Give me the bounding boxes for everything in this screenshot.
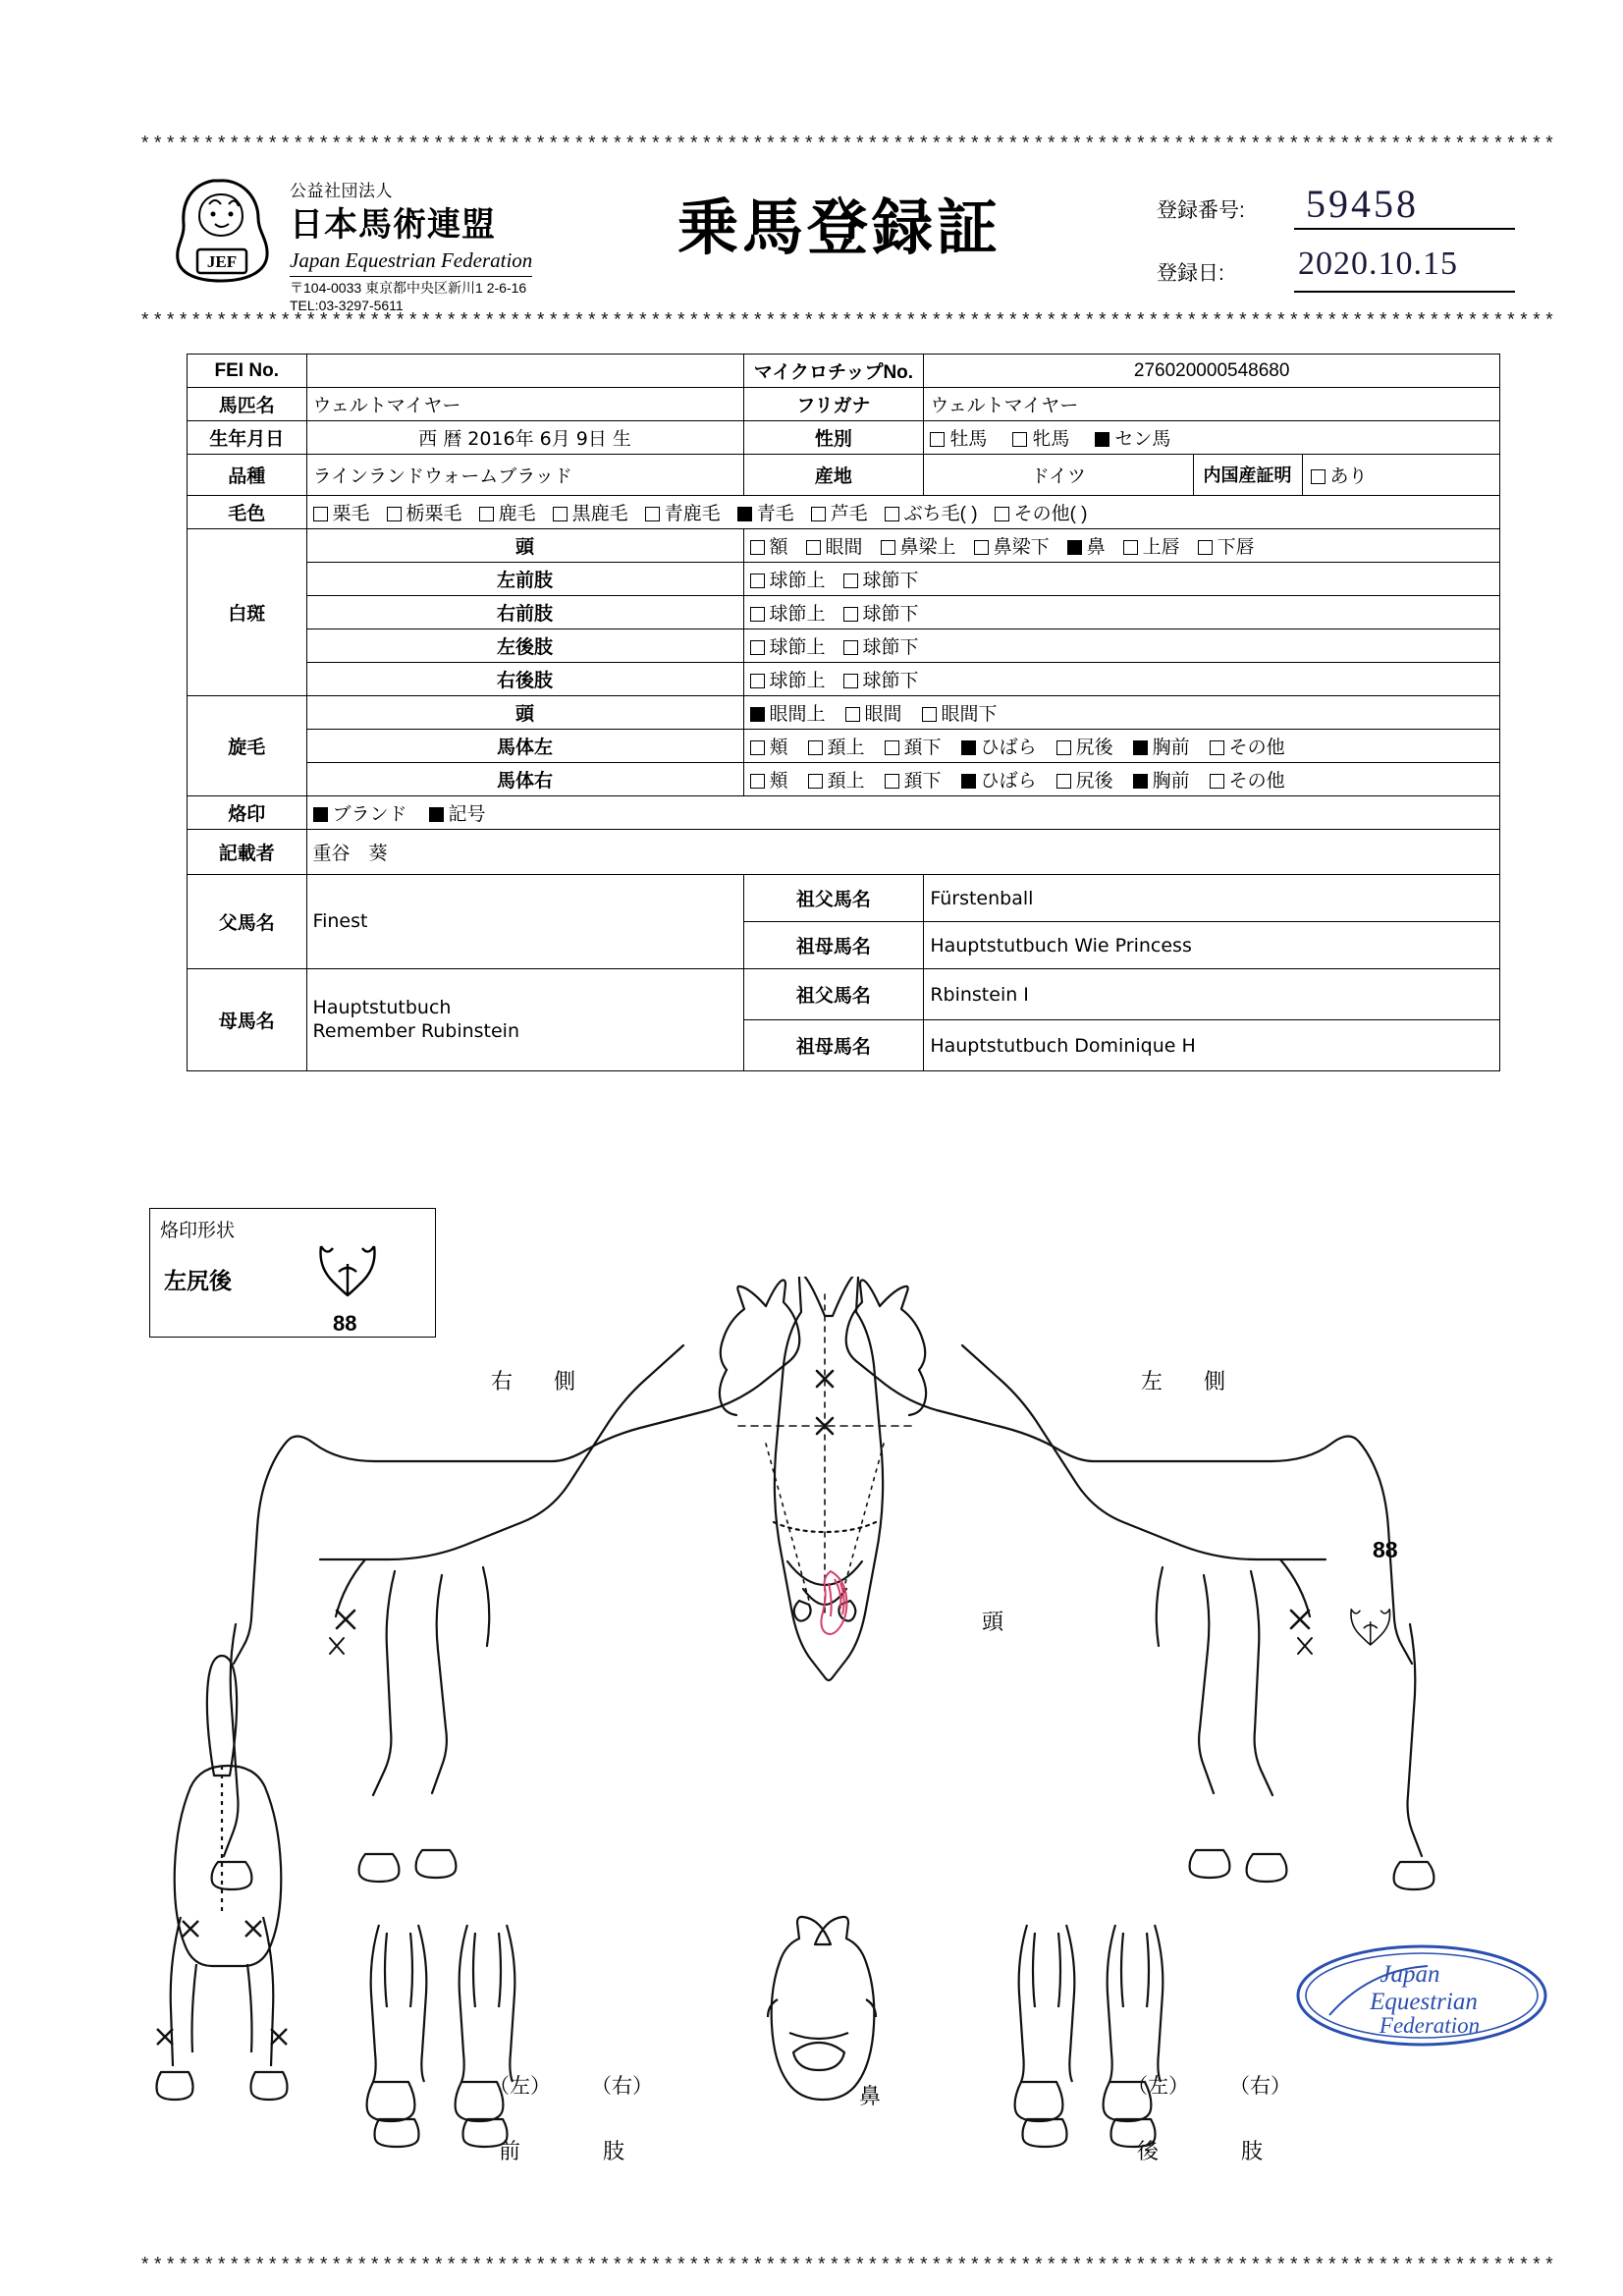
white-options-1: [743, 563, 1499, 596]
coat-option-6[interactable]: [811, 499, 868, 525]
header-divider-bottom: ***************************************************************************************************************: [139, 310, 1557, 324]
coat-option-2-checkbox[interactable]: [479, 507, 494, 521]
diagram-brand-number: 88: [1373, 1537, 1398, 1562]
registration-number-label: 登録番号:: [1157, 199, 1245, 222]
table-row-white-0: [188, 529, 1500, 563]
white-2-option-0-checkbox[interactable]: [750, 607, 765, 622]
white-options-2: [743, 596, 1499, 629]
whorl-2-option-3-label: ひばら: [980, 771, 1037, 792]
brand-number: 88: [333, 1311, 357, 1336]
hind-limb-label-b: 肢: [1241, 2139, 1264, 2163]
whorl-2-option-2[interactable]: [885, 766, 942, 793]
whorl-0-option-2-checkbox[interactable]: [922, 707, 937, 722]
table-row-horsename: [188, 388, 1500, 421]
jef-logo: [172, 177, 275, 285]
hind-left-label: （左）: [1127, 2075, 1189, 2098]
whorl-options-1: [743, 730, 1499, 763]
brand-position-label: 左尻後: [164, 1268, 232, 1293]
whorl-1-option-3-label: ひばら: [980, 738, 1037, 758]
sex-option-1[interactable]: [1012, 424, 1069, 451]
jef-official-stamp: [1294, 1942, 1549, 2049]
sire-grandsire-label: 祖父馬名: [743, 875, 924, 922]
sex-option-0[interactable]: [930, 424, 987, 451]
brand-option-1-checkbox[interactable]: [429, 807, 444, 822]
origin-label: 産地: [743, 455, 924, 496]
white-3-option-0[interactable]: [750, 632, 826, 659]
white-options-3: [743, 629, 1499, 663]
coat-option-6-label: 芦毛: [830, 504, 868, 524]
sex-option-2-label: セン馬: [1114, 429, 1171, 450]
registration-date-underline: [1294, 291, 1515, 293]
birth-label: 生年月日: [188, 421, 307, 455]
dam-value-line2: Remember Rubinstein: [312, 1019, 520, 1042]
microchip-label: マイクロチップNo.: [743, 355, 924, 388]
white-2-option-1[interactable]: [843, 599, 919, 626]
sex-option-1-checkbox[interactable]: [1012, 432, 1027, 447]
whorl-2-option-2-checkbox[interactable]: [885, 774, 899, 789]
org-kouen-label: 公益社団法人: [290, 182, 393, 200]
white-part-3: 左後肢: [306, 629, 743, 663]
whorl-1-option-5[interactable]: [1133, 733, 1190, 759]
white-0-option-6-label: 下唇: [1217, 537, 1255, 558]
whorl-2-option-1-checkbox[interactable]: [808, 774, 823, 789]
white-4-option-0-label: 球節上: [769, 671, 826, 691]
origin-value: ドイツ: [924, 455, 1193, 496]
whorl-1-option-0-label: 頬: [769, 738, 788, 758]
dam-grandsire-label: 祖父馬名: [743, 969, 924, 1020]
table-row-fei: [188, 355, 1500, 388]
table-row-whorl-1: [188, 730, 1500, 763]
white-1-option-1[interactable]: [843, 566, 919, 592]
whorl-part-0: 頭: [306, 696, 743, 730]
horse-details-table: [187, 354, 1500, 1071]
whorl-2-option-4-checkbox[interactable]: [1056, 774, 1071, 789]
whorl-1-option-2-checkbox[interactable]: [885, 740, 899, 755]
white-0-option-1-checkbox[interactable]: [806, 540, 821, 555]
dam-granddam-value: Hauptstutbuch Dominique H: [924, 1020, 1500, 1071]
white-1-option-0-label: 球節上: [769, 571, 826, 591]
table-row-whorl-2: [188, 763, 1500, 796]
white-1-option-1-label: 球節下: [862, 571, 919, 591]
whorl-0-option-1[interactable]: [845, 699, 902, 726]
coat-option-5-checkbox[interactable]: [737, 507, 752, 521]
whorl-1-option-1[interactable]: [808, 733, 865, 759]
whorl-label: 旋毛: [188, 696, 307, 796]
breed-value: ラインランドウォームブラッド: [306, 455, 743, 496]
footer-divider: ***************************************************************************************************************: [139, 2255, 1557, 2269]
whorl-2-option-0[interactable]: [750, 766, 788, 793]
white-2-option-1-checkbox[interactable]: [843, 607, 858, 622]
sex-label: 性別: [743, 421, 924, 455]
sex-option-0-checkbox[interactable]: [930, 432, 945, 447]
whorl-0-option-0-checkbox[interactable]: [750, 707, 765, 722]
coat-option-5-label: 青毛: [756, 504, 794, 524]
coat-option-4-checkbox[interactable]: [645, 507, 660, 521]
white-options-4: [743, 663, 1499, 696]
whorl-1-option-4[interactable]: [1056, 733, 1113, 759]
whorl-2-option-1[interactable]: [808, 766, 865, 793]
table-row-coat: [188, 496, 1500, 529]
sire-granddam-label: 祖母馬名: [743, 922, 924, 969]
whorl-part-2: 馬体右: [306, 763, 743, 796]
fei-value: [306, 355, 743, 388]
white-label: 白斑: [188, 529, 307, 696]
white-part-2: 右前肢: [306, 596, 743, 629]
sex-option-1-label: 牝馬: [1032, 429, 1070, 450]
domestic-label: 内国産証明: [1194, 455, 1303, 495]
whorl-options-2: [743, 763, 1499, 796]
white-0-option-1[interactable]: [806, 532, 863, 559]
whorl-2-option-6-checkbox[interactable]: [1210, 774, 1224, 789]
brand-option-1[interactable]: [429, 799, 486, 826]
white-0-option-0-checkbox[interactable]: [750, 540, 765, 555]
coat-label: 毛色: [188, 496, 307, 529]
microchip-value: 276020000548680: [924, 355, 1500, 388]
whorl-1-option-5-label: 胸前: [1152, 738, 1190, 758]
white-4-option-0[interactable]: [750, 666, 826, 692]
registration-number-underline: [1294, 228, 1515, 230]
registration-number-value: 59458: [1306, 182, 1419, 226]
coat-option-5[interactable]: [737, 499, 794, 525]
coat-option-1-checkbox[interactable]: [387, 507, 402, 521]
table-row-white-4: [188, 663, 1500, 696]
whorl-2-option-4-label: 尻後: [1075, 771, 1113, 792]
white-2-option-0[interactable]: [750, 599, 826, 626]
whorl-0-option-2[interactable]: [922, 699, 998, 726]
whorl-2-option-0-label: 頬: [769, 771, 788, 792]
coat-option-7-label: ぶち毛( ): [903, 504, 978, 524]
whorl-1-option-0[interactable]: [750, 733, 788, 759]
horse-name-label: 馬匹名: [188, 388, 307, 421]
front-right-label: （右）: [591, 2075, 653, 2098]
whorl-options-0: [743, 696, 1499, 730]
white-3-option-1-label: 球節下: [862, 637, 919, 658]
coat-option-2-label: 鹿毛: [498, 504, 536, 524]
whorl-2-option-2-label: 頚下: [903, 771, 942, 792]
whorl-0-option-1-checkbox[interactable]: [845, 707, 860, 722]
sire-granddam-value: Hauptstutbuch Wie Princess: [924, 922, 1500, 969]
diagram-head-label: 頭: [982, 1610, 1004, 1634]
whorl-2-option-6[interactable]: [1210, 766, 1285, 793]
whorl-1-option-3[interactable]: [961, 733, 1037, 759]
dam-grandsire-value: Rbinstein I: [924, 969, 1500, 1020]
brand-option-1-label: 記号: [448, 804, 486, 825]
whorl-2-option-5-checkbox[interactable]: [1133, 774, 1148, 789]
white-1-option-1-checkbox[interactable]: [843, 574, 858, 588]
white-0-option-0[interactable]: [750, 532, 788, 559]
white-0-option-2[interactable]: [881, 532, 956, 559]
white-0-option-1-label: 眼間: [825, 537, 863, 558]
whorl-1-option-4-label: 尻後: [1075, 738, 1113, 758]
white-0-option-6[interactable]: [1198, 532, 1255, 559]
table-row-whorl-0: [188, 696, 1500, 730]
whorl-1-option-2[interactable]: [885, 733, 942, 759]
whorl-2-option-3-checkbox[interactable]: [961, 774, 976, 789]
stamp-line-3: Federation: [1379, 2013, 1481, 2038]
diagram-left-side-label: 左 側: [1141, 1369, 1236, 1394]
whorl-2-option-5-label: 胸前: [1152, 771, 1190, 792]
domestic-option[interactable]: [1311, 466, 1368, 487]
coat-option-8-label: その他( ): [1013, 504, 1088, 524]
table-row-white-2: [188, 596, 1500, 629]
white-3-option-0-checkbox[interactable]: [750, 640, 765, 655]
dam-value: [306, 969, 743, 1071]
white-3-option-1[interactable]: [843, 632, 919, 659]
sire-value: Finest: [306, 875, 743, 969]
white-3-option-1-checkbox[interactable]: [843, 640, 858, 655]
table-row-breed: [188, 455, 1500, 496]
whorl-1-option-6-checkbox[interactable]: [1210, 740, 1224, 755]
dam-label: 母馬名: [188, 969, 307, 1071]
whorl-0-option-1-label: 眼間: [864, 704, 902, 725]
coat-option-8[interactable]: [995, 499, 1088, 525]
white-2-option-0-label: 球節上: [769, 604, 826, 625]
coat-option-4-label: 青鹿毛: [664, 504, 721, 524]
front-limb-label-a: 前: [499, 2139, 521, 2163]
white-4-option-1-checkbox[interactable]: [843, 674, 858, 688]
whorl-2-option-3[interactable]: [961, 766, 1037, 793]
white-0-option-3[interactable]: [974, 532, 1050, 559]
brand-option-0-checkbox[interactable]: [313, 807, 328, 822]
sire-label: 父馬名: [188, 875, 307, 969]
whorl-0-option-0-label: 眼間上: [769, 704, 826, 725]
whorl-1-option-0-checkbox[interactable]: [750, 740, 765, 755]
writer-label: 記載者: [188, 830, 307, 875]
whorl-2-option-6-label: その他: [1228, 771, 1285, 792]
white-4-option-0-checkbox[interactable]: [750, 674, 765, 688]
front-limb-label-b: 肢: [603, 2139, 625, 2163]
whorl-1-option-1-label: 頚上: [827, 738, 865, 758]
table-row-birth: [188, 421, 1500, 455]
hind-limb-label-a: 後: [1137, 2139, 1160, 2163]
fei-label: FEI No.: [188, 355, 307, 388]
diagram-right-side-label: 右 側: [491, 1369, 586, 1394]
table-row-sire-1: [188, 875, 1500, 922]
table-row-writer: [188, 830, 1500, 875]
white-0-option-3-checkbox[interactable]: [974, 540, 989, 555]
table-row-white-3: [188, 629, 1500, 663]
sex-option-2-checkbox[interactable]: [1095, 432, 1109, 447]
white-3-option-0-label: 球節上: [769, 637, 826, 658]
whorl-1-option-6[interactable]: [1210, 733, 1285, 759]
header-divider-top: ***************************************************************************************************************: [139, 134, 1557, 147]
horse-name-value: ウェルトマイヤー: [306, 388, 743, 421]
sex-options: [924, 421, 1500, 455]
coat-option-2[interactable]: [479, 499, 536, 525]
coat-option-7-checkbox[interactable]: [885, 507, 899, 521]
whorl-1-option-6-label: その他: [1228, 738, 1285, 758]
whorl-1-option-1-checkbox[interactable]: [808, 740, 823, 755]
white-0-option-4[interactable]: [1067, 532, 1106, 559]
domestic-option-label: あり: [1329, 466, 1368, 487]
white-0-option-5-label: 上唇: [1142, 537, 1180, 558]
coat-option-0-label: 栗毛: [332, 504, 370, 524]
whorl-1-option-4-checkbox[interactable]: [1056, 740, 1071, 755]
coat-option-3-checkbox[interactable]: [553, 507, 568, 521]
white-0-option-3-label: 鼻梁下: [993, 537, 1050, 558]
white-options-0: [743, 529, 1499, 563]
white-0-option-6-checkbox[interactable]: [1198, 540, 1213, 555]
coat-option-1-label: 栃栗毛: [406, 504, 462, 524]
white-part-4: 右後肢: [306, 663, 743, 696]
diagram-nose-label: 鼻: [859, 2084, 882, 2108]
coat-option-0[interactable]: [313, 499, 370, 525]
stamp-line-1: Japan: [1380, 1961, 1440, 1988]
whorl-2-option-0-checkbox[interactable]: [750, 774, 765, 789]
svg-text:JEF: JEF: [206, 252, 238, 271]
org-tel: TEL:03-3297-5611: [290, 298, 404, 314]
coat-option-4[interactable]: [645, 499, 721, 525]
white-0-option-5[interactable]: [1123, 532, 1180, 559]
white-0-option-2-label: 鼻梁上: [899, 537, 956, 558]
registration-date-value: 2020.10.15: [1298, 246, 1458, 282]
furigana-label: フリガナ: [743, 388, 924, 421]
front-left-label: （左）: [489, 2075, 551, 2098]
coat-option-0-checkbox[interactable]: [313, 507, 328, 521]
whorl-1-option-5-checkbox[interactable]: [1133, 740, 1148, 755]
brand-shape-title: 烙印形状: [160, 1221, 236, 1241]
coat-option-7[interactable]: [885, 499, 978, 525]
sex-option-0-label: 牡馬: [949, 429, 988, 450]
org-name-jp: 日本馬術連盟: [290, 206, 496, 244]
coat-options: [306, 496, 1499, 529]
whorl-0-option-0[interactable]: [750, 699, 826, 726]
brand-options: [306, 796, 1499, 830]
white-1-option-0-checkbox[interactable]: [750, 574, 765, 588]
brand-option-0[interactable]: [313, 799, 407, 826]
breed-label: 品種: [188, 455, 307, 496]
white-0-option-2-checkbox[interactable]: [881, 540, 895, 555]
white-part-1: 左前肢: [306, 563, 743, 596]
dam-granddam-label: 祖母馬名: [743, 1020, 924, 1071]
domestic-option: [1303, 455, 1376, 495]
table-row-dam-1: [188, 969, 1500, 1020]
whorl-2-option-5[interactable]: [1133, 766, 1190, 793]
whorl-0-option-2-label: 眼間下: [941, 704, 998, 725]
whorl-1-option-3-checkbox[interactable]: [961, 740, 976, 755]
coat-option-1[interactable]: [387, 499, 462, 525]
coat-option-3[interactable]: [553, 499, 628, 525]
whorl-2-option-1-label: 頚上: [827, 771, 865, 792]
whorl-2-option-4[interactable]: [1056, 766, 1113, 793]
document-title: 乗馬登録証: [677, 191, 1002, 263]
sire-grandsire-value: Fürstenball: [924, 875, 1500, 922]
furigana-value: ウェルトマイヤー: [924, 388, 1500, 421]
table-row-brand: [188, 796, 1500, 830]
white-1-option-0[interactable]: [750, 566, 826, 592]
white-0-option-5-checkbox[interactable]: [1123, 540, 1138, 555]
sex-option-2[interactable]: [1095, 424, 1170, 451]
white-2-option-1-label: 球節下: [862, 604, 919, 625]
writer-value: 重谷 葵: [306, 830, 1499, 875]
org-address: 〒104-0033 東京都中央区新川1 2-6-16: [290, 280, 527, 296]
domestic-cell: [1193, 455, 1499, 496]
white-part-0: 頭: [306, 529, 743, 563]
coat-option-3-label: 黒鹿毛: [571, 504, 628, 524]
dam-value-line1: Hauptstutbuch: [312, 996, 452, 1018]
registration-date-label: 登録日:: [1157, 262, 1224, 285]
brand-option-0-label: ブランド: [332, 804, 407, 825]
white-4-option-1-label: 球節下: [862, 671, 919, 691]
domestic-option-checkbox[interactable]: [1311, 469, 1325, 484]
brand-label: 烙印: [188, 796, 307, 830]
whorl-part-1: 馬体左: [306, 730, 743, 763]
coat-option-8-checkbox[interactable]: [995, 507, 1009, 521]
birth-value: 西 暦 2016年 6月 9日 生: [306, 421, 743, 455]
whorl-1-option-2-label: 頚下: [903, 738, 942, 758]
white-0-option-4-checkbox[interactable]: [1067, 540, 1082, 555]
organization-block: [290, 177, 532, 314]
coat-option-6-checkbox[interactable]: [811, 507, 826, 521]
hind-right-label: （右）: [1229, 2075, 1291, 2098]
white-4-option-1[interactable]: [843, 666, 919, 692]
white-0-option-0-label: 額: [769, 537, 788, 558]
table-row-white-1: [188, 563, 1500, 596]
white-0-option-4-label: 鼻: [1086, 537, 1106, 558]
stamp-line-2: Equestrian: [1370, 1989, 1478, 2015]
org-name-en: Japan Equestrian Federation: [290, 248, 533, 272]
